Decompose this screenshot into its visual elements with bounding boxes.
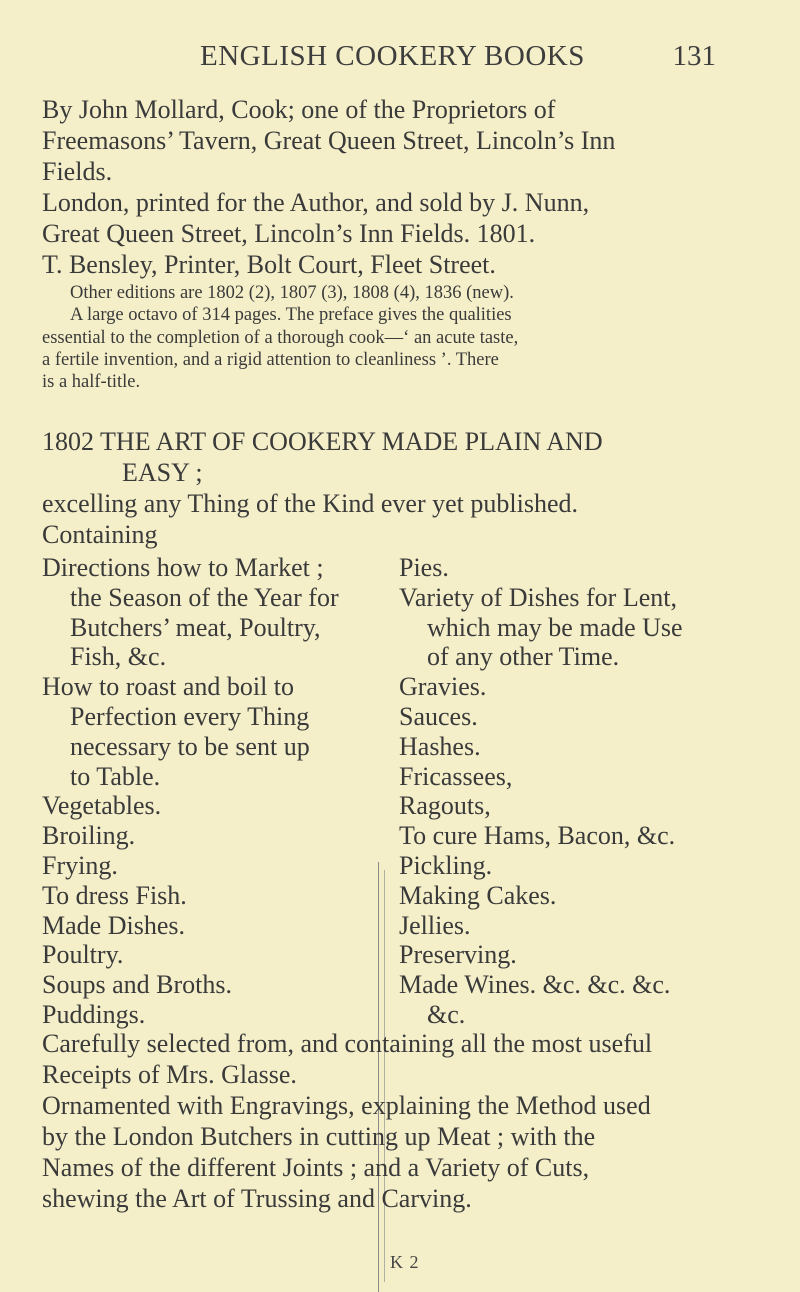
contents-item: To dress Fish. (42, 880, 187, 910)
entry-1802-heading (42, 426, 742, 550)
contents-item: Directions how to Market ; (42, 553, 324, 582)
contents-item: Hashes. (399, 731, 481, 761)
contents-item: Broiling. (42, 821, 136, 851)
note-line: essential to the completion of a thorough cook—‘ an acute taste, (42, 327, 519, 348)
contents-item: Preserving. (399, 940, 517, 970)
entry-1801-notes (42, 282, 742, 393)
contents-item: which may be made Use (427, 612, 683, 642)
contents-item: Fricassees, (399, 761, 513, 791)
contents-item: Soups and Broths. (42, 970, 232, 1000)
contents-right-column (399, 553, 683, 1030)
note-line: A large octavo of 314 pages. The preface gives the qualities (70, 305, 512, 326)
note-line: Other editions are 1802 (2), 1807 (3), 1808 (4), 1836 (new). (70, 283, 514, 303)
contents-item: How to roast and boil to (42, 672, 295, 702)
closing-line: Ornamented with Engravings, explaining the Method used (42, 1091, 651, 1120)
closing-line: Carefully selected from, and containing all the most useful (42, 1029, 653, 1058)
imprint-line: T. Bensley, Printer, Bolt Court, Fleet Street. (42, 250, 496, 279)
entry-1801-imprint (42, 94, 742, 280)
imprint-line: Great Queen Street, Lincoln’s Inn Fields. 1801. (42, 219, 536, 248)
contents-item: Sauces. (399, 701, 478, 731)
contents-item: Making Cakes. (399, 880, 557, 910)
imprint-line: London, printed for the Author, and sold by J. Nunn, (42, 188, 590, 217)
contents-item: Perfection every Thing (70, 701, 310, 731)
entry-title: 1802 THE ART OF COOKERY MADE PLAIN AND (42, 427, 603, 456)
contents-item: of any other Time. (427, 642, 620, 672)
contents-item: Fish, &c. (70, 642, 167, 672)
contents-item: the Season of the Year for (70, 582, 339, 612)
contents-item: to Table. (70, 761, 161, 791)
contents-item: Puddings. (42, 999, 146, 1029)
contents-item: Made Dishes. (42, 910, 185, 940)
entry-1802-closing (42, 1028, 742, 1214)
running-title: ENGLISH COOKERY BOOKS (200, 40, 585, 72)
contents-item: &c. (427, 999, 466, 1029)
contents-item: necessary to be sent up (70, 731, 310, 761)
contents-item: Jellies. (399, 910, 471, 940)
closing-line: Receipts of Mrs. Glasse. (42, 1060, 297, 1089)
contents-item: Variety of Dishes for Lent, (399, 582, 677, 612)
note-line: a fertile invention, and a rigid attention to cleanliness ’. There (42, 349, 499, 370)
entry-title-continued: EASY ; (122, 458, 203, 487)
note-line: is a half-title. (42, 372, 141, 393)
contents-item: Poultry. (42, 940, 124, 970)
contents-item: Made Wines. &c. &c. &c. (399, 970, 671, 1000)
contents-item: Pies. (399, 553, 449, 582)
contents-item: Pickling. (399, 850, 493, 880)
contents-item: To cure Hams, Bacon, &c. (399, 821, 676, 851)
imprint-line: By John Mollard, Cook; one of the Proprietors of (42, 95, 556, 124)
contents-item: Ragouts, (399, 791, 491, 821)
contents-item: Butchers’ meat, Poultry, (70, 612, 321, 642)
contents-item: Vegetables. (42, 791, 162, 821)
subtitle-line: excelling any Thing of the Kind ever yet published. (42, 489, 578, 518)
contents-item: Gravies. (399, 672, 487, 702)
imprint-line: Fields. (42, 157, 113, 186)
contents-left-column (42, 553, 339, 1030)
closing-line: by the London Butchers in cutting up Meat ; with the (42, 1122, 596, 1151)
page-number: 131 (672, 40, 716, 72)
imprint-line: Freemasons’ Tavern, Great Queen Street, Lincoln’s Inn (42, 126, 616, 155)
closing-line: Names of the different Joints ; and a Variety of Cuts, (42, 1153, 590, 1182)
signature-mark: K 2 (390, 1252, 420, 1272)
running-head (0, 40, 800, 80)
contents-item: Frying. (42, 850, 118, 880)
closing-line: shewing the Art of Trussing and Carving. (42, 1184, 472, 1213)
containing-label: Containing (42, 520, 158, 549)
